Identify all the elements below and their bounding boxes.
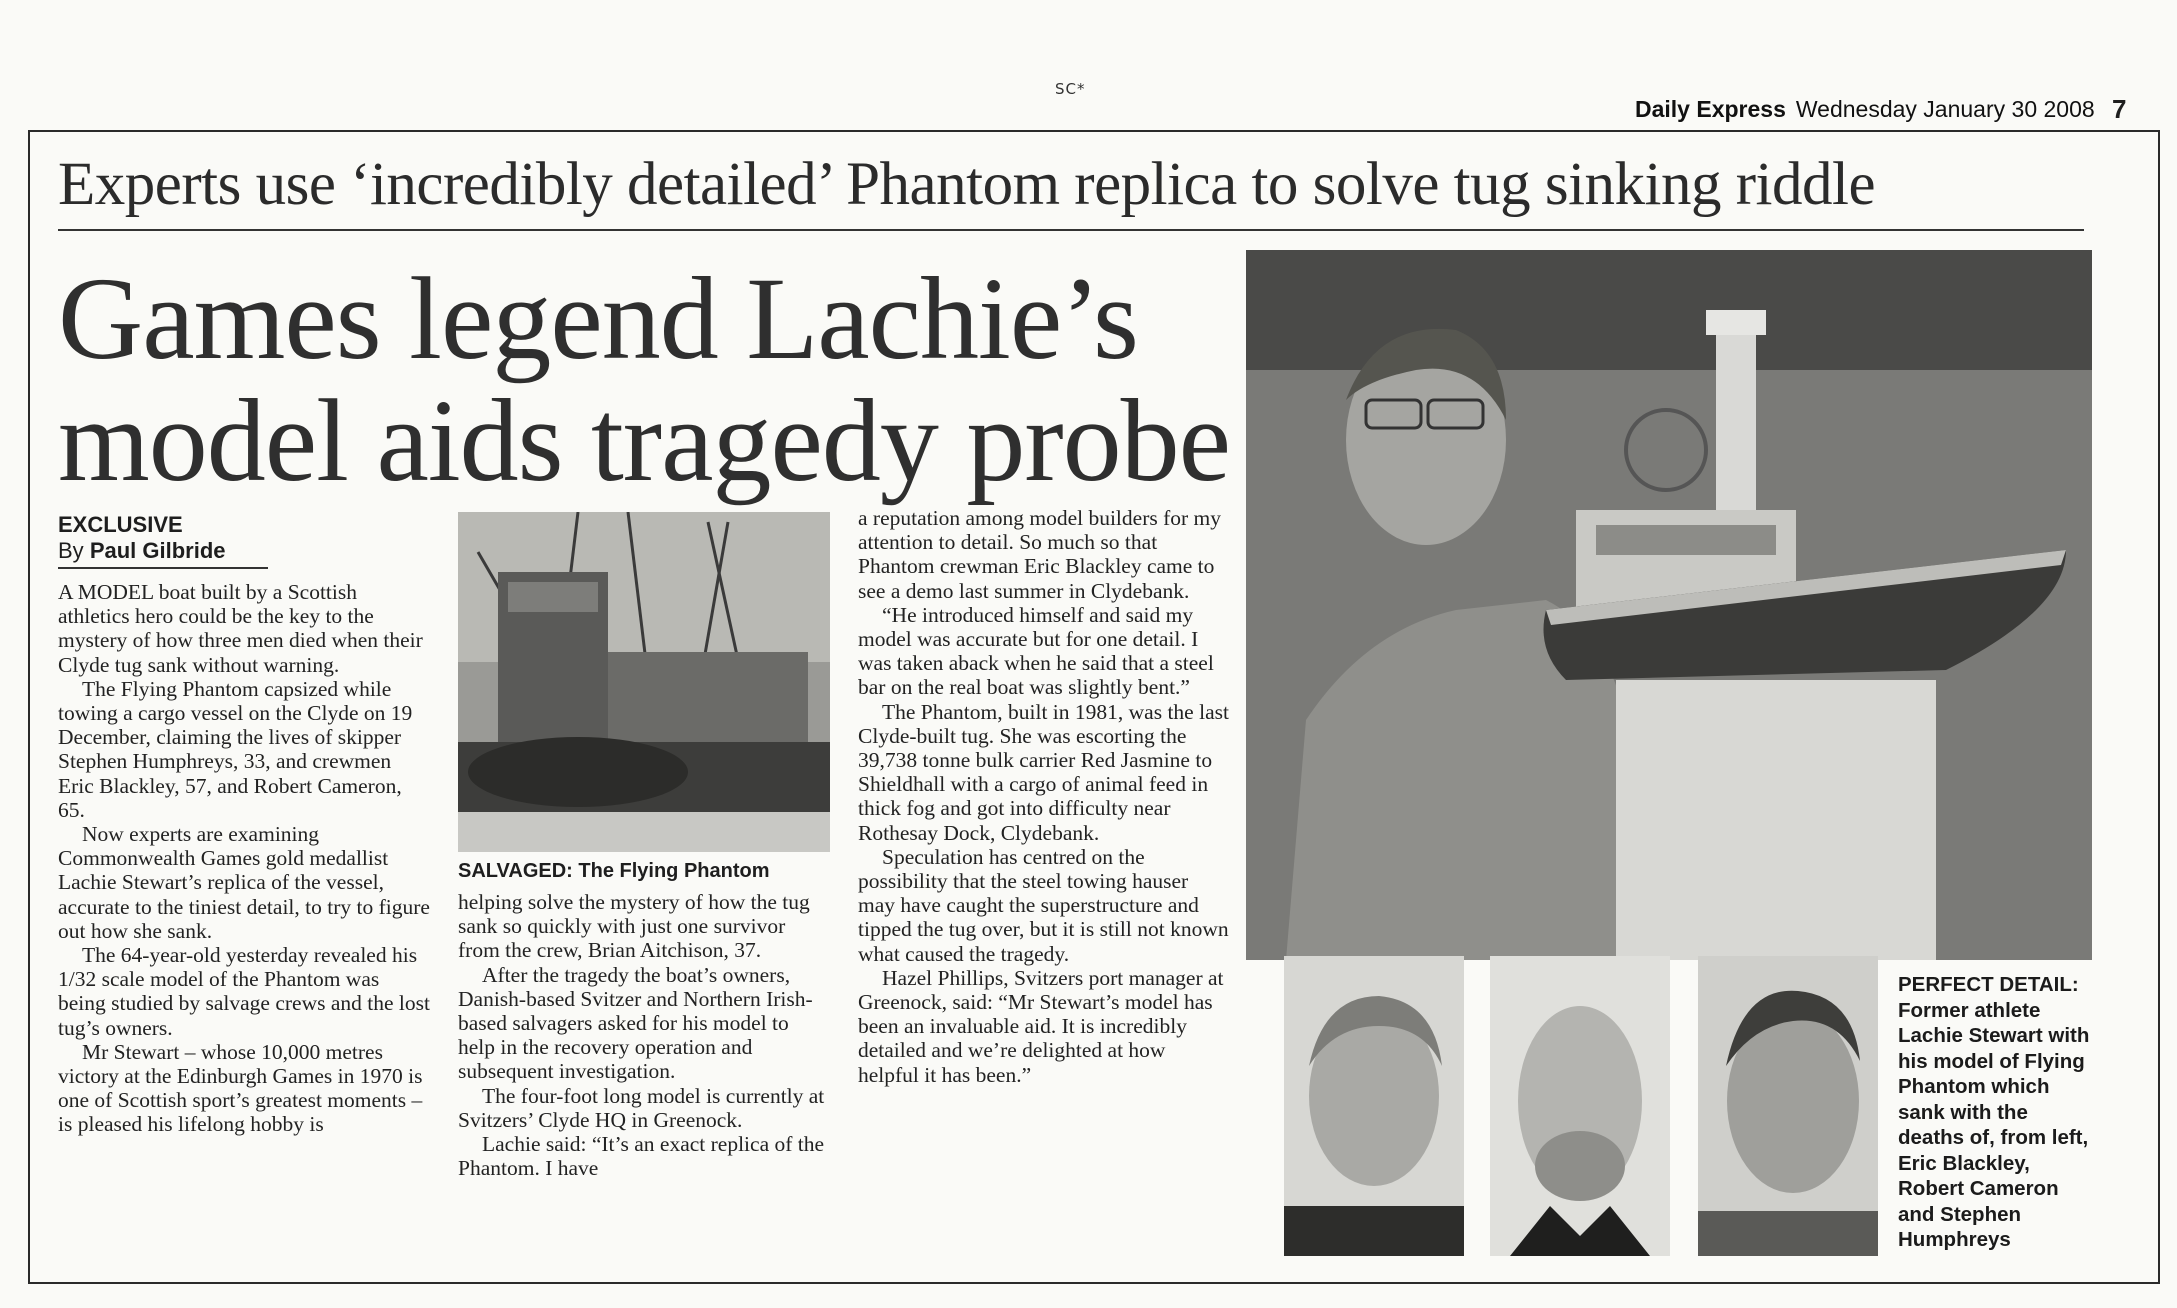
caption-text: Former athlete Lachie Stewart with his model of Flying Phantom which sank with the deaths of, from left, Eric Blackley, Robert Cameron and Stephen Humphreys (1898, 998, 2090, 1251)
headline-line-2: model aids tragedy probe (58, 375, 1231, 506)
crew-portrait-stephen-humphreys (1698, 956, 1878, 1256)
paragraph: “He introduced himself and said my model was accurate but for one detail. I was taken aback when he said that a steel bar on the real boat was slightly bent.” (858, 602, 1214, 700)
kicker-rule (58, 229, 2084, 231)
paragraph: The Phantom, built in 1981, was the last Clyde-built tug. She was escorting the 39,738 tonne bulk carrier Red Jasmine to Shieldhall with a cargo of animal feed in thick fog and got into difficulty near Rothesay Dock, Clydebank. (858, 699, 1229, 845)
paper-name: Daily Express (1635, 96, 1786, 122)
paragraph: Speculation has centred on the possibility that the steel towing hauser may have caught the superstructure and tipped the tug over, but it is still not known what caused the tragedy. (858, 844, 1229, 966)
perfect-detail-caption (1898, 972, 2098, 1253)
article-column-3 (858, 506, 1230, 1087)
paragraph: Lachie said: “It’s an exact replica of the Phantom. I have (458, 1132, 825, 1181)
caption-text: The Flying Phantom (578, 860, 770, 882)
paragraph: The Flying Phantom capsized while towing a cargo vessel on the Clyde on 19 December, claiming the lives of skipper Stephen Humphreys, 33, and crewmen Eric Blackley, 57, and Robert Cameron, 65. (58, 676, 413, 822)
issue-date: Wednesday January 30 2008 (1795, 96, 2095, 122)
caption-label: PERFECT DETAIL: (1898, 973, 2079, 996)
salvaged-tug-photo (458, 512, 830, 852)
paragraph: Now experts are examining Commonwealth Games gold medallist Lachie Stewart’s replica of the vessel, accurate to the tiniest detail, to try to figure out how she sank. (58, 822, 430, 943)
page-marker: SC* (1055, 80, 1086, 98)
article-column-2 (458, 890, 830, 1180)
byline-by: By (58, 538, 84, 563)
exclusive-tag: EXCLUSIVE (58, 512, 183, 537)
main-headline (58, 253, 1238, 506)
crew-portrait-eric-blackley (1284, 956, 1464, 1256)
salvaged-caption (458, 860, 770, 883)
article-column-1 (58, 580, 430, 1137)
crew-portrait-robert-cameron (1490, 956, 1670, 1256)
kicker-headline: Experts use ‘incredibly detailed’ Phantom replica to solve tug sinking riddle (58, 151, 1876, 218)
paragraph: Mr Stewart – whose 10,000 metres victory at the Edinburgh Games in 1970 is one of Scottish sport’s greatest moments – is pleased his lifelong hobby is (58, 1039, 423, 1137)
paragraph: A MODEL boat built by a Scottish athletics hero could be the key to the mystery of how three men died when their Clyde tug sank without warning. (58, 580, 423, 677)
paragraph: a reputation among model builders for my attention to detail. So much so that Phantom crewman Eric Blackley came to see a demo last summer in Clydebank. (858, 506, 1222, 603)
byline-author: Paul Gilbride (89, 538, 226, 563)
page-number: 7 (2112, 94, 2127, 124)
paragraph: helping solve the mystery of how the tug sank so quickly with just one survivor from the crew, Brian Aitchison, 37. (458, 890, 810, 963)
masthead (1635, 96, 2095, 123)
headline-line-1: Games legend Lachie’s (58, 253, 1138, 384)
paragraph: After the tragedy the boat’s owners, Danish-based Svitzer and Northern Irish-based salvagers asked for his model to help in the recovery operation and subsequent investigation. (458, 962, 813, 1084)
paragraph: Hazel Phillips, Svitzers port manager at Greenock, said: “Mr Stewart’s model has been an invaluable aid. It is incredibly detailed and we’re delighted at how helpful it has been.” (858, 965, 1224, 1087)
byline-rule (58, 567, 268, 569)
byline (58, 538, 226, 564)
paragraph: The four-foot long model is currently at Svitzers’ Clyde HQ in Greenock. (458, 1083, 825, 1132)
paragraph: The 64-year-old yesterday revealed his 1/32 scale model of the Phantom was being studied by salvage crews and the lost tug’s owners. (58, 943, 430, 1040)
caption-label: SALVAGED: (458, 860, 573, 882)
lachie-with-model-photo (1246, 250, 2092, 960)
